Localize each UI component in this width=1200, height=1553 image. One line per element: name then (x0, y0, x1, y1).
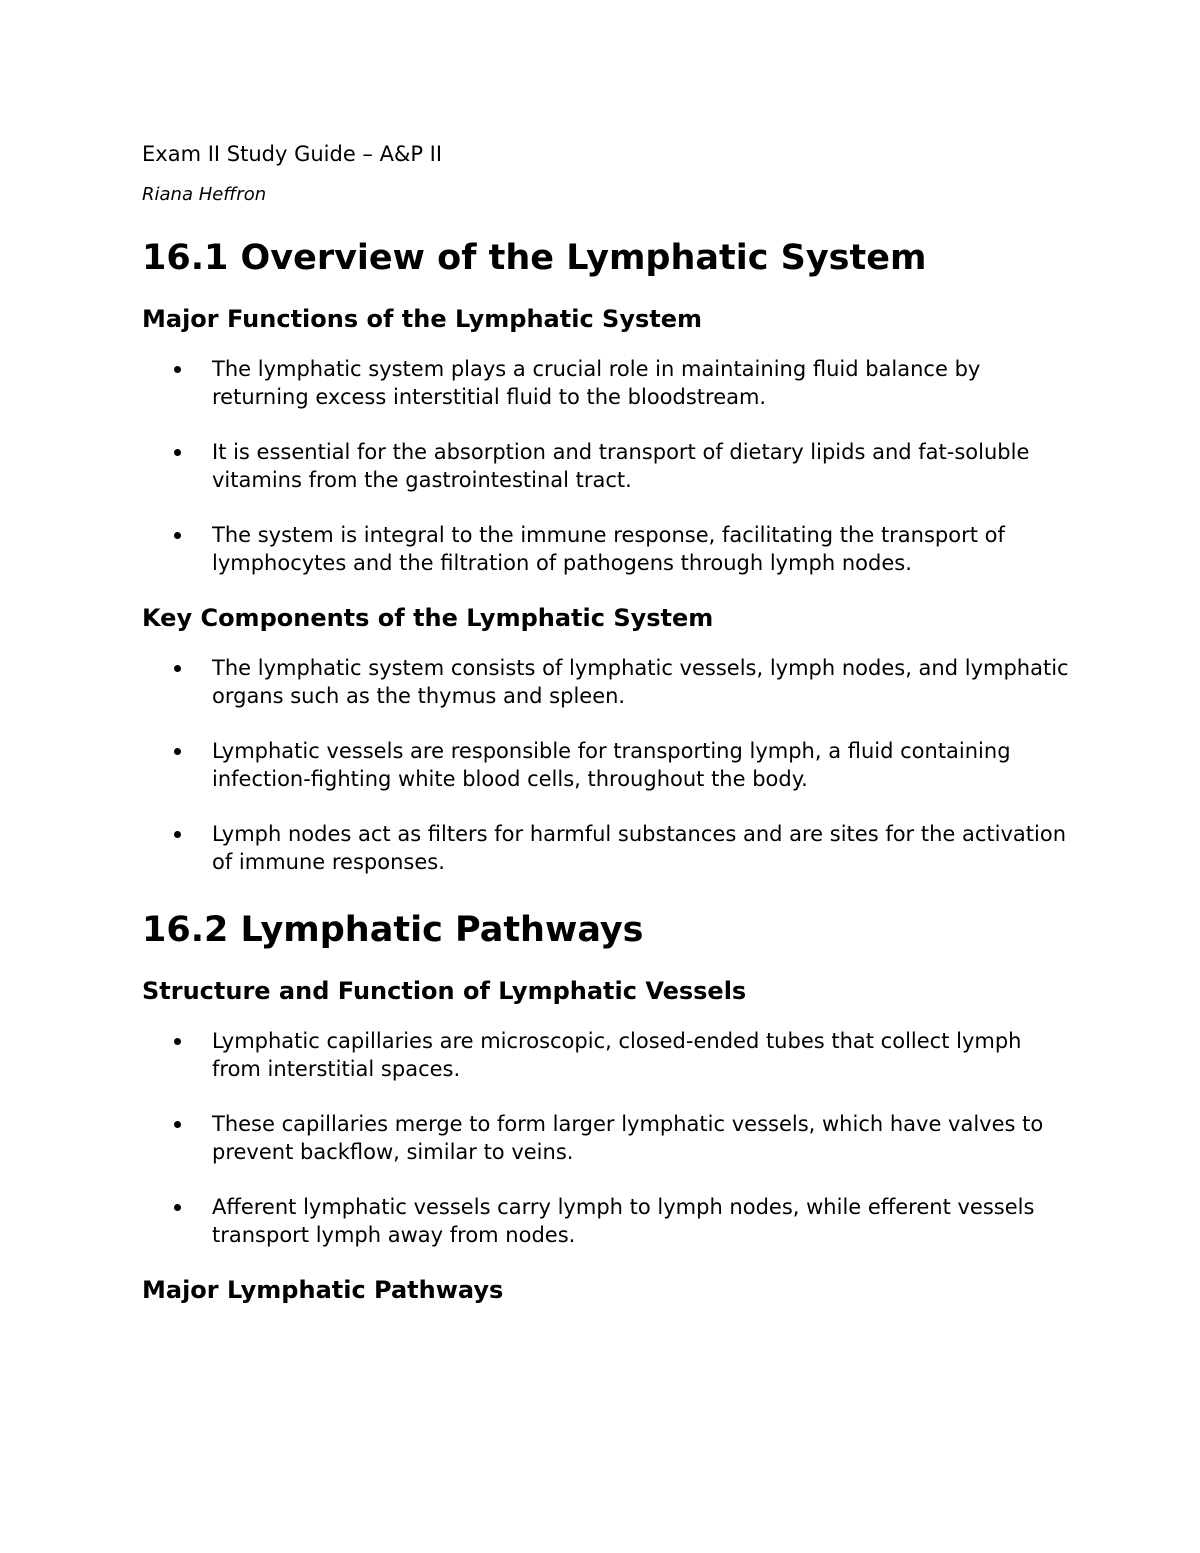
bullet-icon (174, 1038, 181, 1045)
document-author: Riana Heffron (142, 184, 267, 205)
list-item-text: These capillaries merge to form larger lymphatic vessels, which have valves to prevent backflow, similar to veins. (212, 1112, 1044, 1164)
section-heading-16-1: 16.1 Overview of the Lymphatic System (142, 238, 927, 278)
list-item-text: The lymphatic system consists of lymphatic vessels, lymph nodes, and lymphatic organs such as the thymus and spleen. (212, 656, 1069, 708)
bullet-icon (174, 831, 181, 838)
list-item (142, 1027, 1072, 1083)
bullet-icon (174, 449, 181, 456)
section-heading-16-2: 16.2 Lymphatic Pathways (142, 910, 644, 950)
bullet-icon (174, 532, 181, 539)
bullet-list-key-components (142, 654, 1072, 876)
bullet-icon (174, 366, 181, 373)
list-item (142, 820, 1072, 876)
subsection-heading-key-components: Key Components of the Lymphatic System (142, 604, 714, 632)
subsection-heading-major-functions: Major Functions of the Lymphatic System (142, 305, 703, 333)
list-item (142, 737, 1072, 793)
list-item-text: Lymphatic vessels are responsible for transporting lymph, a fluid containing infection-fighting white blood cells, throughout the body. (212, 739, 1011, 791)
list-item (142, 438, 1072, 494)
subsection-heading-major-pathways: Major Lymphatic Pathways (142, 1276, 504, 1304)
bullet-icon (174, 1121, 181, 1128)
document-body (142, 137, 1072, 1307)
list-item-text: Lymphatic capillaries are microscopic, closed-ended tubes that collect lymph from interstitial spaces. (212, 1029, 1022, 1081)
list-item (142, 1193, 1072, 1249)
bullet-list-structure-function (142, 1027, 1072, 1249)
list-item-text: The lymphatic system plays a crucial role in maintaining fluid balance by returning excess interstitial fluid to the bloodstream. (212, 357, 981, 409)
bullet-icon (174, 748, 181, 755)
list-item-text: Afferent lymphatic vessels carry lymph to lymph nodes, while efferent vessels transport lymph away from nodes. (212, 1195, 1035, 1247)
list-item-text: It is essential for the absorption and transport of dietary lipids and fat-soluble vitamins from the gastrointestinal tract. (212, 440, 1030, 492)
subsection-heading-structure-function: Structure and Function of Lymphatic Vessels (142, 977, 747, 1005)
document-title: Exam II Study Guide – A&P II (142, 142, 443, 166)
list-item (142, 355, 1072, 411)
list-item (142, 1110, 1072, 1166)
list-item (142, 654, 1072, 710)
bullet-icon (174, 1204, 181, 1211)
list-item-text: The system is integral to the immune response, facilitating the transport of lymphocytes and the filtration of pathogens through lymph nodes. (212, 523, 1005, 575)
list-item-text: Lymph nodes act as filters for harmful substances and are sites for the activation of immune responses. (212, 822, 1067, 874)
bullet-list-major-functions (142, 355, 1072, 577)
list-item (142, 521, 1072, 577)
bullet-icon (174, 665, 181, 672)
